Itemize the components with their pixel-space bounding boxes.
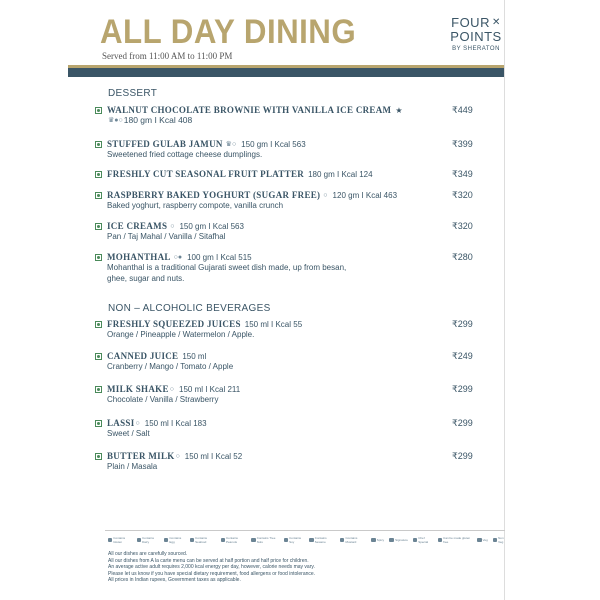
item-description: Chocolate / Vanilla / Strawberry — [107, 395, 219, 404]
signature-star-icon: ★ — [395, 105, 403, 115]
item-description: Mohanthal is a traditional Gujarati sweet dish made, up from besan, ghee, sugar and nuts. — [107, 263, 347, 283]
veg-icon — [95, 141, 102, 148]
legend-icon — [164, 538, 168, 542]
legend-item — [108, 536, 132, 544]
item-description: Pan / Taj Mahal / Vanilla / Sitafhal — [107, 232, 226, 241]
item-meta: 150 ml I Kcal 55 — [244, 319, 303, 329]
legend-icon — [389, 538, 394, 542]
veg-icon — [95, 171, 102, 178]
item-price: ₹320 — [452, 190, 473, 200]
allergen-icons: ○ — [135, 419, 140, 427]
section-title-dessert: DESSERT — [108, 88, 158, 99]
footer-note: An average active adult requires 2,000 kcal energy per day, however, calorie needs may vary. — [108, 564, 315, 571]
served-hours: Served from 11:00 AM to 11:00 PM — [102, 51, 233, 61]
item-description: Cranberry / Mango / Tomato / Apple — [107, 362, 234, 371]
logo-line-3: BY SHERATON — [452, 46, 500, 52]
item-meta: 150 ml I Kcal 52 — [184, 451, 243, 461]
item-meta: 120 gm I Kcal 463 — [332, 190, 398, 200]
legend-item — [438, 536, 472, 544]
legend-label: Can be made gluten free — [443, 536, 471, 544]
logo-mark-icon: ✕ — [491, 17, 501, 28]
item-description: Sweet / Salt — [107, 429, 150, 438]
hotel-logo — [446, 16, 506, 54]
legend-item — [477, 536, 488, 544]
allergen-icons: ♛○ — [223, 141, 237, 148]
menu-item — [95, 418, 475, 439]
menu-item — [95, 105, 475, 126]
logo-line-1: FOUR — [451, 15, 490, 30]
legend-item — [493, 536, 508, 544]
item-description: Sweetened fried cottage cheese dumplings. — [107, 150, 263, 159]
legend-label: Veg — [482, 538, 488, 542]
allergen-icons: ○ — [321, 191, 328, 199]
item-name: CANNED JUICE — [107, 351, 179, 361]
allergen-icons: ○ — [168, 222, 175, 230]
item-price: ₹299 — [452, 319, 473, 329]
item-name: FRESHLY SQUEEZED JUICES — [107, 319, 241, 329]
legend-label: Contains Dairy — [142, 536, 154, 544]
allergen-icons: ○ — [175, 452, 180, 460]
menu-item — [95, 139, 475, 160]
legend-label: Chef Special — [418, 536, 429, 544]
legend-label: Contains Soy — [289, 536, 301, 544]
legend-icon — [413, 538, 417, 542]
legend-label: Spicy — [376, 538, 385, 542]
item-name: WALNUT CHOCOLATE BROWNIE WITH VANILLA ICE CREAM — [107, 105, 392, 115]
item-name: ICE CREAMS — [107, 221, 168, 231]
legend-item — [137, 536, 159, 544]
allergen-legend — [108, 536, 508, 544]
legend-item — [389, 536, 408, 544]
legend-item — [164, 536, 185, 544]
item-name: BUTTER MILK — [107, 451, 175, 461]
veg-icon — [95, 453, 102, 460]
page-edge-line — [504, 0, 505, 600]
item-name: FRESHLY CUT SEASONAL FRUIT PLATTER — [107, 169, 305, 179]
item-price: ₹399 — [452, 139, 473, 149]
item-meta: 180 gm I Kcal 408 — [123, 115, 193, 125]
legend-item — [413, 536, 433, 544]
item-price: ₹249 — [452, 351, 473, 361]
legend-item — [251, 536, 278, 544]
legend-label: Signature — [395, 538, 408, 542]
legend-icon — [221, 538, 225, 542]
item-meta: 150 ml I Kcal 211 — [179, 384, 241, 394]
legend-icon — [371, 538, 376, 542]
menu-item — [95, 252, 475, 284]
item-price: ₹280 — [452, 252, 473, 262]
veg-icon — [95, 420, 102, 427]
veg-icon — [95, 107, 102, 114]
footer-note: All our dishes are carefully sourced. — [108, 551, 188, 557]
menu-item — [95, 384, 475, 405]
veg-icon — [95, 321, 102, 328]
legend-item — [309, 536, 335, 544]
item-meta: 100 gm I Kcal 515 — [187, 252, 252, 262]
legend-icon — [438, 538, 442, 542]
item-meta: 180 gm I Kcal 124 — [308, 169, 373, 179]
legend-icon — [108, 538, 112, 542]
item-meta: 150 gm I Kcal 563 — [241, 139, 306, 149]
allergen-icons: ♛●○ — [108, 117, 123, 124]
veg-icon — [95, 386, 102, 393]
header-blue-bar — [68, 68, 504, 77]
legend-label: Contains Egg — [169, 536, 182, 544]
legend-label: Non Veg — [498, 536, 504, 544]
legend-label: Contains Sesame — [314, 536, 327, 544]
legend-icon — [340, 538, 344, 542]
section-title-beverages: NON – ALCOHOLIC BEVERAGES — [108, 303, 271, 314]
legend-item — [284, 536, 305, 544]
legend-item — [221, 536, 247, 544]
item-name: RASPBERRY BAKED YOGHURT (SUGAR FREE) — [107, 190, 321, 200]
allergen-icons: ○ — [169, 385, 174, 393]
legend-label: Contains Tree Nuts — [256, 536, 276, 544]
footer-note: All prices in Indian rupees, Government taxes as applicable. — [108, 577, 241, 584]
legend-item — [190, 536, 216, 544]
item-name: MILK SHAKE — [107, 384, 169, 394]
menu-item — [95, 169, 475, 179]
veg-icon — [95, 192, 102, 199]
menu-item — [95, 451, 475, 472]
item-meta: 150 ml — [182, 351, 207, 361]
logo-line-2: POINTS — [450, 29, 502, 44]
item-description: Plain / Masala — [107, 462, 158, 471]
legend-label: Contains Seafood — [195, 536, 207, 544]
veg-icon — [95, 254, 102, 261]
item-meta: 150 gm I Kcal 563 — [179, 221, 244, 231]
menu-item — [95, 190, 475, 211]
legend-label: Contains Mustard — [345, 536, 358, 544]
veg-icon — [95, 223, 102, 230]
legend-item — [340, 536, 366, 544]
item-description: Baked yoghurt, raspberry compote, vanilla crunch — [107, 201, 284, 210]
legend-icon — [190, 538, 194, 542]
item-price: ₹299 — [452, 384, 473, 394]
legend-icon — [251, 538, 255, 542]
menu-item — [95, 319, 475, 340]
item-price: ₹299 — [452, 418, 473, 428]
allergen-icons: ○● — [171, 253, 183, 261]
legend-icon — [493, 538, 497, 542]
menu-item — [95, 221, 475, 242]
footer-divider — [105, 530, 505, 531]
legend-icon — [477, 538, 482, 542]
item-name: STUFFED GULAB JAMUN — [107, 139, 223, 149]
legend-label: Contains Gluten — [113, 536, 126, 544]
veg-icon — [95, 353, 102, 360]
item-price: ₹449 — [452, 105, 473, 115]
footer-note: All our dishes from A la carte menu can be served at half portion and half price for children. — [108, 557, 309, 564]
footer-note: Please let us know if you have special dietary requirement, food allergens or food intolerance. — [108, 570, 316, 577]
legend-item — [371, 536, 384, 544]
legend-icon — [137, 538, 141, 542]
item-description: Orange / Pineapple / Watermelon / Apple. — [107, 330, 255, 339]
page-title: ALL DAY DINING — [100, 13, 357, 51]
legend-icon — [309, 538, 313, 542]
legend-icon — [284, 538, 288, 542]
menu-item — [95, 351, 475, 372]
item-name: LASSI — [107, 418, 135, 428]
footer-notes — [108, 551, 315, 584]
legend-label: Contains Peanuts — [226, 536, 238, 544]
item-name: MOHANTHAL — [107, 252, 171, 262]
item-meta: 150 ml I Kcal 183 — [144, 418, 207, 428]
item-price: ₹299 — [452, 451, 473, 461]
item-price: ₹320 — [452, 221, 473, 231]
item-price: ₹349 — [452, 169, 473, 179]
